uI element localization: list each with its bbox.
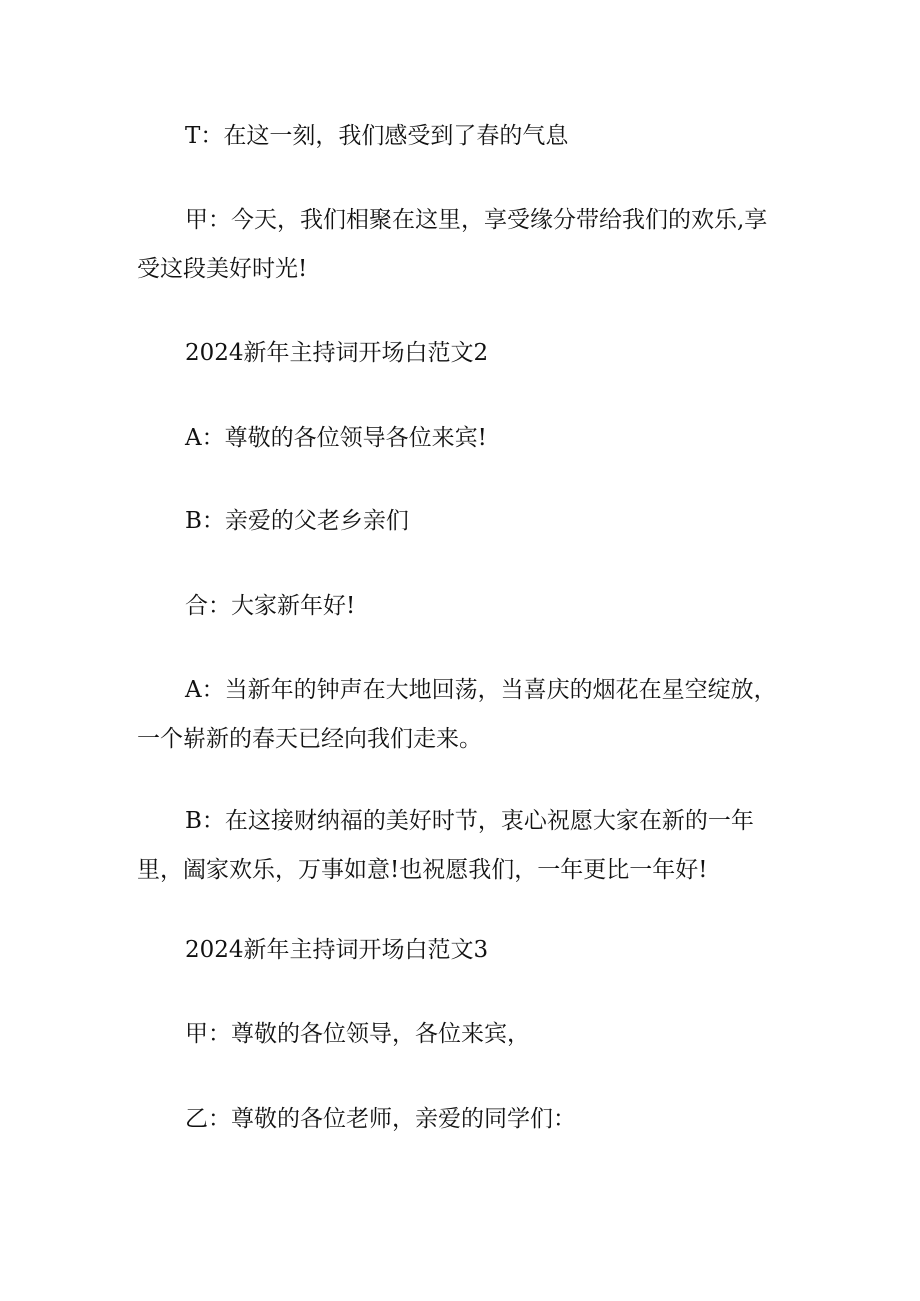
section-heading-3: 2024新年主持词开场白范文3 xyxy=(185,937,489,963)
paragraph-a-greeting: A：尊敬的各位领导各位来宾! xyxy=(185,425,487,451)
paragraph-a-bells: A：当新年的钟声在大地回荡，当喜庆的烟花在星空绽放，一个崭新的春天已经向我们走来。 xyxy=(137,677,777,752)
paragraph-b-villagers: B：亲爱的父老乡亲们 xyxy=(185,508,409,534)
section-heading-2: 2024新年主持词开场白范文2 xyxy=(185,340,489,366)
paragraph-yi-teachers: 乙：尊敬的各位老师，亲爱的同学们： xyxy=(185,1106,576,1132)
paragraph-jia-leaders: 甲：尊敬的各位领导，各位来宾， xyxy=(185,1021,530,1047)
paragraph-b-blessing: B：在这接财纳福的美好时节，衷心祝愿大家在新的一年里，阖家欢乐，万事如意!也祝愿我们，一年更比一年好! xyxy=(137,808,754,883)
paragraph-t-spring: T：在这一刻，我们感受到了春的气息 xyxy=(185,123,569,149)
paragraph-jia-gathering: 甲：今天，我们相聚在这里，享受缘分带给我们的欢乐,享受这段美好时光! xyxy=(137,207,768,282)
paragraph-together-new-year: 合：大家新年好! xyxy=(185,593,356,619)
